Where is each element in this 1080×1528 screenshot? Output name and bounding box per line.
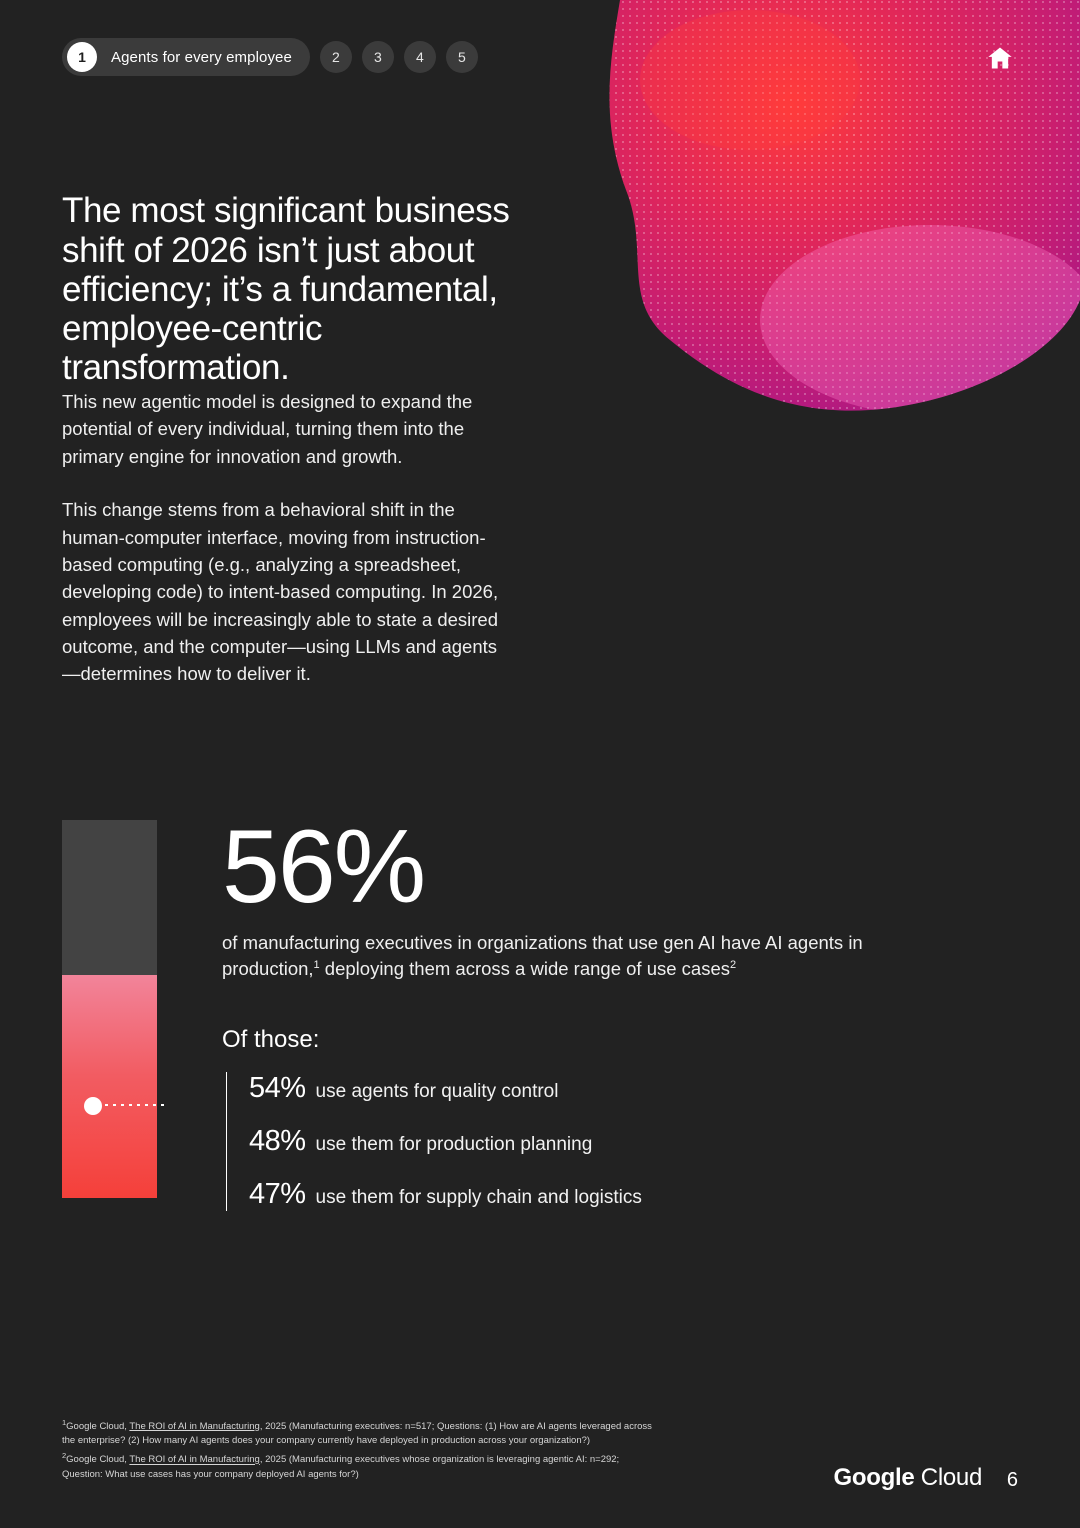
gauge-marker [84, 1097, 106, 1119]
pager-number-active: 1 [67, 42, 97, 72]
footnote-1 [62, 1417, 662, 1449]
gauge-bar [62, 820, 157, 1198]
footnote-ref-1: 1 [313, 958, 320, 971]
statistic-value: 56% [222, 809, 425, 925]
footnote-1-link[interactable]: The ROI of AI in Manufacturing [129, 1420, 260, 1432]
footnote-1-post: , 2025 (Manufacturing executives: n=517; Questions: (1) How are AI agents leveraged across the enterprise? (2) How many AI agents does your company currently have deployed in production across your organization?) [62, 1420, 652, 1447]
footnote-ref-2: 2 [730, 958, 737, 971]
footnote-marker-2: 2 [62, 1451, 67, 1461]
footnote-2-post: , 2025 (Manufacturing executives whose organization is leveraging agentic AI: n=292; Question: What use cases has your company deployed AI agents for?) [62, 1454, 620, 1480]
pager-item-1[interactable] [62, 38, 310, 76]
breakdown-percent: 47% [249, 1178, 306, 1211]
page-headline: The most significant business shift of 2026 isn’t just about efficiency; it’s a fundamental, employee-centric transformation. [62, 191, 510, 388]
statistic-description-part1: of manufacturing executives in organizations that use gen AI have AI agents in production, [222, 931, 863, 979]
pager-item-2[interactable]: 2 [320, 41, 352, 73]
body-copy [62, 388, 502, 714]
list-item [249, 1072, 1022, 1105]
statistic-description [222, 930, 922, 983]
page-number: 6 [1006, 1469, 1018, 1491]
pager-item-5[interactable]: 5 [446, 41, 478, 73]
section-pager[interactable] [62, 38, 478, 76]
brand-cloud: Cloud [920, 1464, 982, 1491]
footnote-marker-1: 1 [62, 1417, 67, 1427]
breakdown-list [226, 1072, 1022, 1211]
list-item [249, 1125, 1022, 1158]
breakdown-text: use agents for quality control [315, 1081, 559, 1103]
body-paragraph-1: This new agentic model is designed to expand the potential of every individual, turning them into the primary engine for innovation and growth. [62, 391, 473, 467]
brand-logo [834, 1464, 982, 1492]
gauge-track [62, 820, 157, 975]
pager-item-3[interactable]: 3 [362, 41, 394, 73]
breakdown-percent: 48% [249, 1125, 306, 1158]
breakdown-text: use them for production planning [315, 1134, 593, 1156]
of-those-label: Of those: [222, 1026, 320, 1054]
footnote-2-pre: Google Cloud, [66, 1454, 130, 1466]
statistic-description-part2: deploying them across a wide range of use cases [319, 957, 730, 979]
pager-label-active: Agents for every employee [111, 48, 292, 66]
breakdown-text: use them for supply chain and logistics [315, 1187, 642, 1209]
footnotes [62, 1417, 662, 1484]
statistic-content [222, 809, 1022, 1211]
body-paragraph-2: This change stems from a behavioral shift in the human-computer interface, moving from instruction-based computing (e.g., analyzing a spreadsheet, developing code) to intent-based computing. In 2026, employees will be increasingly able to state a desired outcome, and the computer—using LLMs and agents—determines how to deliver it. [62, 499, 499, 685]
footnote-2-link[interactable]: The ROI of AI in Manufacturing [129, 1454, 260, 1466]
gauge-connector-line [105, 1104, 165, 1106]
breakdown-percent: 54% [249, 1072, 306, 1105]
gauge-fill [62, 975, 157, 1198]
list-item [249, 1178, 1022, 1211]
pager-item-4[interactable]: 4 [404, 41, 436, 73]
home-icon[interactable] [982, 40, 1018, 76]
footnote-2 [62, 1450, 662, 1482]
brand-google: Google [833, 1464, 915, 1491]
footnote-1-pre: Google Cloud, [66, 1420, 130, 1432]
